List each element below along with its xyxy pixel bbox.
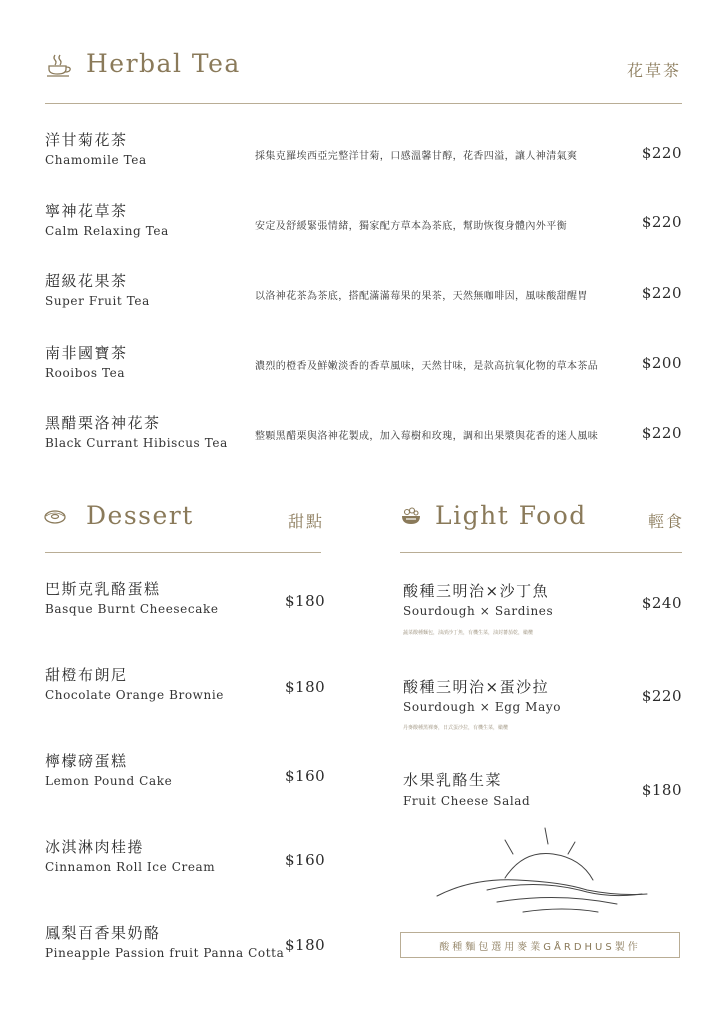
dessert-item-name-en: Lemon Pound Cake	[45, 774, 173, 788]
dessert-item-name-zh: 巴斯克乳酪蛋糕	[45, 580, 161, 598]
herbal-item-description: 濃烈的橙香及鮮嫩淡香的香草風味，天然甘味，是款高抗氧化物的草本茶品	[255, 361, 599, 372]
herbal-item-name-zh: 黑醋栗洛神花茶	[45, 414, 161, 432]
herbal-item-name-en: Calm Relaxing Tea	[45, 224, 169, 238]
herbal-tea-title: Herbal Tea	[86, 49, 241, 78]
footer-text: 酸種麵包選用麥業GÅRDHUS製作	[439, 941, 641, 953]
dessert-item-name-en: Cinnamon Roll Ice Cream	[45, 860, 216, 874]
salad-bowl-icon	[400, 506, 422, 526]
dessert-item-name-zh: 甜橙布朗尼	[45, 666, 128, 684]
dessert-item-name-en: Basque Burnt Cheesecake	[45, 602, 219, 616]
dessert-item-name-en: Pineapple Passion fruit Panna Cotta	[45, 946, 285, 960]
herbal-item-name-en: Super Fruit Tea	[45, 294, 150, 308]
dessert-divider	[45, 552, 321, 553]
herbal-item-description: 以洛神花茶為茶底，搭配滿滿莓果的果茶，天然無咖啡因，風味酸甜醒胃	[255, 291, 588, 302]
sourdough-supplier-note	[400, 932, 680, 958]
light-food-item-name-en: Fruit Cheese Salad	[403, 794, 531, 808]
light-food-item-note: 丹麥酸種黑裸麥，日式蛋沙拉，有機生菜，橄欖	[403, 725, 509, 731]
herbal-tea-section	[0, 0, 721, 470]
herbal-item-name-en: Rooibos Tea	[45, 366, 126, 380]
tea-cup-icon	[45, 52, 73, 78]
herbal-item-price: $220	[641, 424, 682, 442]
light-food-item-name-zh: 酸種三明治×蛋沙拉	[403, 678, 550, 696]
herbal-item-name-zh: 寧神花草茶	[45, 202, 128, 220]
light-food-item-name-zh: 水果乳酪生菜	[403, 771, 503, 789]
light-food-item-name-zh: 酸種三明治×沙丁魚	[403, 582, 550, 600]
sunset-waves-illustration	[435, 826, 655, 916]
dessert-item-name-zh: 鳳梨百香果奶酪	[45, 924, 161, 942]
dessert-item-price: $180	[285, 936, 326, 954]
dessert-item-name-zh: 冰淇淋肉桂捲	[45, 838, 145, 856]
dessert-title-zh: 甜點	[288, 512, 325, 531]
light-food-item-name-en: Sourdough × Sardines	[403, 604, 554, 618]
herbal-item-name-zh: 南非國寶茶	[45, 344, 128, 362]
dessert-item-price: $180	[285, 678, 326, 696]
herbal-item-name-en: Chamomile Tea	[45, 153, 147, 167]
herbal-item-name-zh: 洋甘菊花茶	[45, 131, 128, 149]
herbal-tea-title-zh: 花草茶	[626, 61, 681, 80]
herbal-item-description: 採集克羅埃西亞完整洋甘菊，口感溫馨甘醇，花香四溢，讓人神清氣爽	[255, 151, 578, 162]
dessert-item-price: $160	[285, 767, 326, 785]
herbal-item-price: $200	[641, 354, 682, 372]
herbal-item-price: $220	[641, 213, 682, 231]
light-food-item-price: $220	[641, 687, 682, 705]
dessert-item-name-en: Chocolate Orange Brownie	[45, 688, 224, 702]
herbal-item-name-en: Black Currant Hibiscus Tea	[45, 436, 228, 450]
light-food-title-zh: 輕食	[648, 512, 685, 531]
herbal-item-description: 整顆黑醋栗與洛神花製成，加入莓樹和玫瑰，調和出果漿與花香的迷人風味	[255, 431, 599, 442]
dessert-item-price: $160	[285, 851, 326, 869]
light-food-item-name-en: Sourdough × Egg Mayo	[403, 700, 562, 714]
light-food-item-price: $240	[641, 594, 682, 612]
dessert-item-name-zh: 檸檬磅蛋糕	[45, 752, 128, 770]
dessert-title: Dessert	[86, 501, 194, 530]
herbal-item-price: $220	[641, 144, 682, 162]
herbal-item-name-zh: 超級花果茶	[45, 272, 128, 290]
light-food-divider	[400, 552, 682, 553]
dessert-item-price: $180	[285, 592, 326, 610]
donut-icon	[44, 510, 66, 524]
light-food-item-price: $180	[641, 781, 682, 799]
light-food-title: Light Food	[435, 501, 587, 530]
herbal-item-price: $220	[641, 284, 682, 302]
light-food-item-note: 蔬菜酸種麵包，油漬沙丁魚，有機生菜，油封蕃茄乾，橄欖	[403, 630, 534, 636]
herbal-item-description: 安定及舒緩緊張情緒，獨家配方草本為茶底，幫助恢復身體內外平衡	[255, 221, 567, 232]
herbal-tea-divider	[45, 103, 682, 104]
